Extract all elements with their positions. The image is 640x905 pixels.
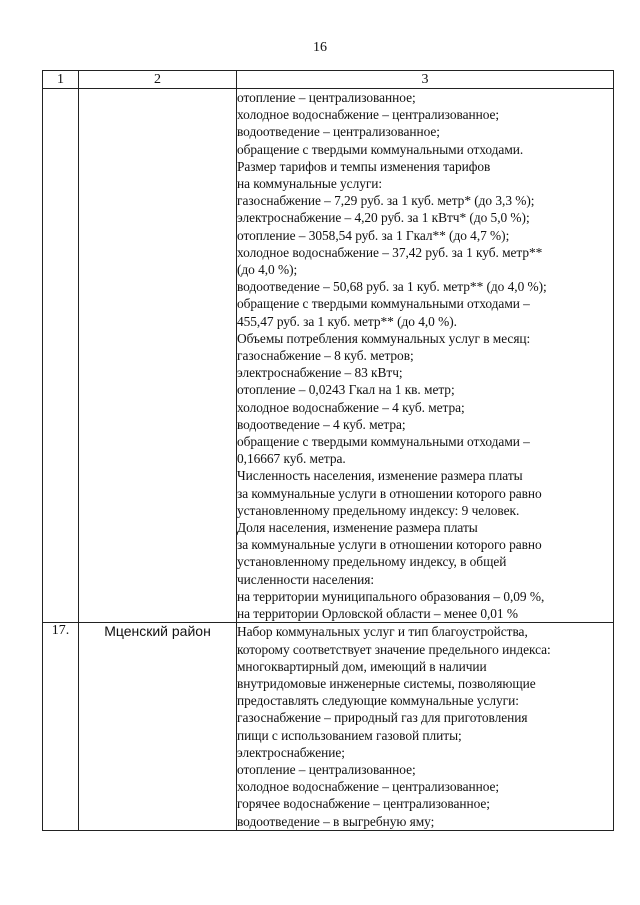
text-line: Размер тарифов и темпы изменения тарифов bbox=[237, 158, 491, 174]
text-line: водоотведение – в выгребную яму; bbox=[237, 813, 435, 829]
text-line: Доля населения, изменение размера платы bbox=[237, 520, 478, 536]
text-line: установленному предельному индексу, в общей bbox=[237, 554, 507, 570]
text-line: водоотведение – централизованное; bbox=[237, 124, 440, 140]
text-line: Объемы потребления коммунальных услуг в месяц: bbox=[237, 330, 531, 346]
text-line: обращение с твердыми коммунальными отходами – bbox=[237, 296, 530, 312]
text-line: отопление – 3058,54 руб. за 1 Гкал** (до 4,7 %); bbox=[237, 227, 510, 243]
text-line: многоквартирный дом, имеющий в наличии bbox=[237, 658, 487, 674]
text-line: на территории муниципального образования – 0,09 %, bbox=[237, 588, 545, 604]
text-line: газоснабжение – природный газ для приготовления bbox=[237, 710, 528, 726]
header-col-3: 3 bbox=[237, 71, 614, 89]
text-line: электроснабжение; bbox=[237, 744, 345, 760]
text-line: численности населения: bbox=[237, 571, 375, 587]
text-line: водоотведение – 50,68 руб. за 1 куб. метр** (до 4,0 %); bbox=[237, 279, 547, 295]
text-line: электроснабжение – 83 кВтч; bbox=[237, 365, 403, 381]
text-line: обращение с твердыми коммунальными отходами – bbox=[237, 434, 530, 450]
text-line: Численность населения, изменение размера платы bbox=[237, 468, 523, 484]
text-line: (до 4,0 %); bbox=[237, 262, 298, 278]
table-header-row bbox=[43, 71, 614, 89]
text-line: электроснабжение – 4,20 руб. за 1 кВтч* (до 5,0 %); bbox=[237, 210, 530, 226]
text-line: 455,47 руб. за 1 куб. метр** (до 4,0 %). bbox=[237, 313, 457, 329]
page-number: 16 bbox=[313, 40, 327, 55]
text-line: Набор коммунальных услуг и тип благоустройства, bbox=[237, 624, 528, 640]
text-line: отопление – централизованное; bbox=[237, 761, 416, 777]
text-line: газоснабжение – 7,29 руб. за 1 куб. метр* (до 3,3 %); bbox=[237, 193, 535, 209]
header-col-1: 1 bbox=[43, 71, 79, 89]
text-line: предоставлять следующие коммунальные услуги: bbox=[237, 693, 519, 709]
text-line: холодное водоснабжение – централизованное; bbox=[237, 779, 500, 795]
municipal-index-table bbox=[42, 70, 614, 831]
text-line: которому соответствует значение предельного индекса: bbox=[237, 641, 551, 657]
text-line: за коммунальные услуги в отношении которого равно bbox=[237, 485, 542, 501]
text-line: холодное водоснабжение – централизованное; bbox=[237, 107, 500, 123]
row-description bbox=[237, 623, 614, 830]
table-row-continuation bbox=[43, 89, 614, 623]
text-line: пищи с использованием газовой плиты; bbox=[237, 727, 462, 743]
row-number: 17. bbox=[43, 623, 79, 830]
row-description bbox=[237, 89, 614, 623]
text-line: на коммунальные услуги: bbox=[237, 176, 383, 192]
table-row-17 bbox=[43, 623, 614, 830]
text-line: холодное водоснабжение – 4 куб. метра; bbox=[237, 399, 465, 415]
municipality-name bbox=[79, 89, 237, 623]
text-line: отопление – 0,0243 Гкал на 1 кв. метр; bbox=[237, 382, 455, 398]
text-line: холодное водоснабжение – 37,42 руб. за 1 куб. метр** bbox=[237, 244, 543, 260]
text-line: на территории Орловской области – менее 0,01 % bbox=[237, 606, 518, 622]
text-line: газоснабжение – 8 куб. метров; bbox=[237, 348, 414, 364]
row-number bbox=[43, 89, 79, 623]
text-line: отопление – централизованное; bbox=[237, 90, 416, 105]
text-line: 0,16667 куб. метра. bbox=[237, 451, 346, 467]
text-line: обращение с твердыми коммунальными отходами. bbox=[237, 141, 524, 157]
text-line: водоотведение – 4 куб. метра; bbox=[237, 416, 406, 432]
header-col-2: 2 bbox=[79, 71, 237, 89]
text-line: установленному предельному индексу: 9 человек. bbox=[237, 502, 520, 518]
text-line: внутридомовые инженерные системы, позволяющие bbox=[237, 675, 536, 691]
municipality-name: Мценский район bbox=[79, 623, 237, 830]
text-line: за коммунальные услуги в отношении которого равно bbox=[237, 537, 542, 553]
text-line: горячее водоснабжение – централизованное; bbox=[237, 796, 490, 812]
